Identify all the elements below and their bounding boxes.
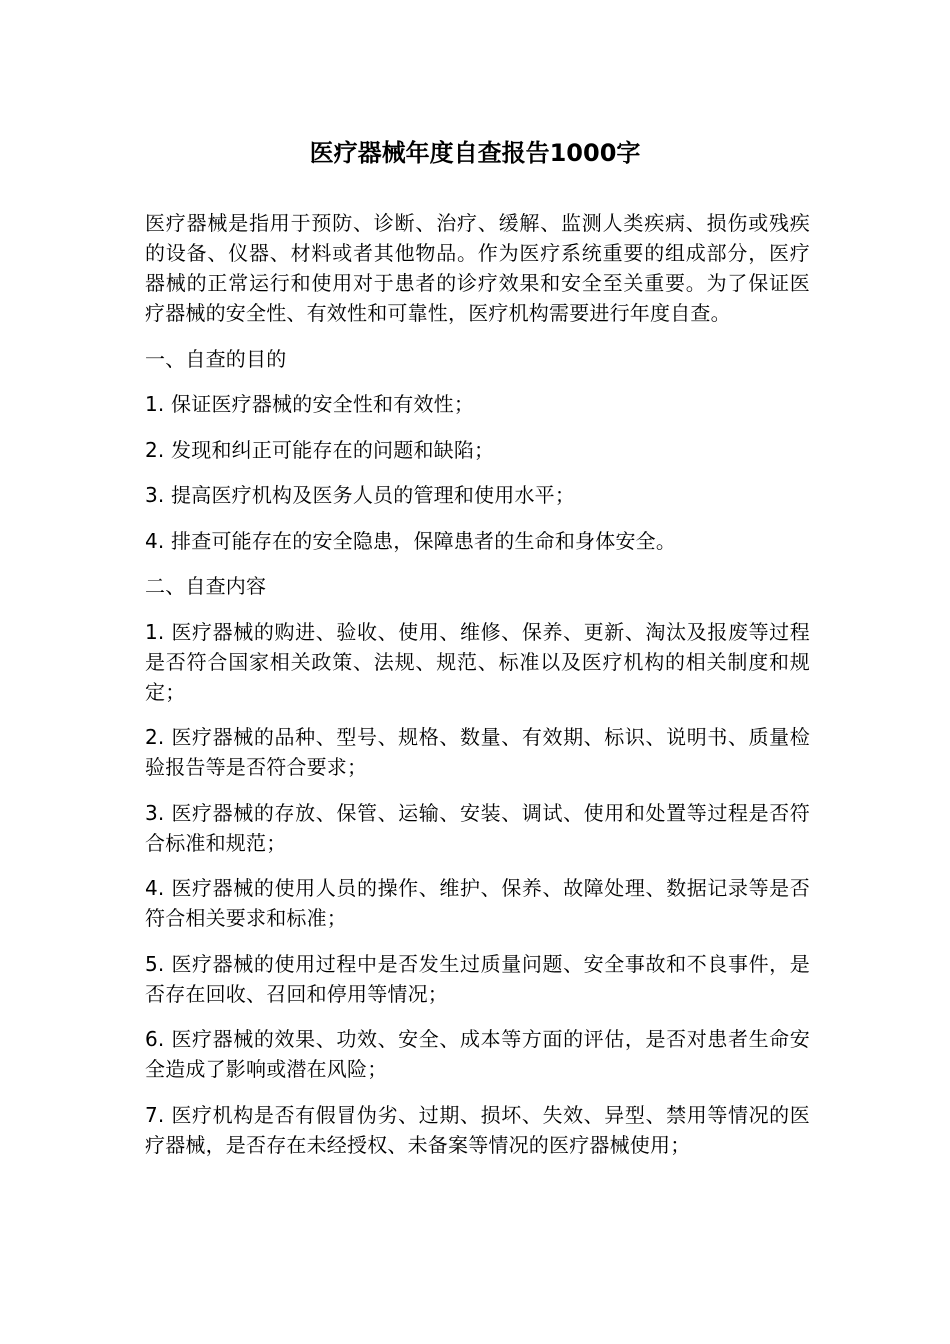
list-item: 4. 排查可能存在的安全隐患，保障患者的生命和身体安全。 xyxy=(145,528,677,553)
document-body xyxy=(145,208,810,1175)
list-item: 2. 发现和纠正可能存在的问题和缺陷； xyxy=(145,437,495,462)
list-item: 1. 保证医疗器械的安全性和有效性； xyxy=(145,392,475,416)
list-item: 4. 医疗器械的使用人员的操作、维护、保养、故障处理、数据记录等是否符合相关要求和标准； xyxy=(145,876,810,930)
section-heading-purpose: 一、自查的目的 xyxy=(145,346,287,371)
list-item: 6. 医疗器械的效果、功效、安全、成本等方面的评估，是否对患者生命安全造成了影响或潜在风险； xyxy=(145,1027,810,1081)
intro-paragraph: 医疗器械是指用于预防、诊断、治疗、缓解、监测人类疾病、损伤或残疾的设备、仪器、材料或者其他物品。作为医疗系统重要的组成部分，医疗器械的正常运行和使用对于患者的诊疗效果和安全至关重要。为了保证医疗器械的安全性、有效性和可靠性，医疗机构需要进行年度自查。 xyxy=(145,211,810,325)
list-item: 2. 医疗器械的品种、型号、规格、数量、有效期、标识、说明书、质量检验报告等是否符合要求； xyxy=(145,725,810,779)
document-title: 医疗器械年度自查报告1000字 xyxy=(309,139,641,167)
list-item: 3. 提高医疗机构及医务人员的管理和使用水平； xyxy=(145,483,576,507)
list-item: 1. 医疗器械的购进、验收、使用、维修、保养、更新、淘汰及报废等过程是否符合国家相关政策、法规、规范、标准以及医疗机构的相关制度和规定； xyxy=(145,619,810,704)
list-item: 7. 医疗机构是否有假冒伪劣、过期、损坏、失效、异型、禁用等情况的医疗器械，是否存在未经授权、未备案等情况的医疗器械使用； xyxy=(145,1102,810,1157)
list-item: 3. 医疗器械的存放、保管、运输、安装、调试、使用和处置等过程是否符合标准和规范； xyxy=(145,800,810,855)
section-heading-content: 二、自查内容 xyxy=(145,574,267,598)
list-item: 5. 医疗器械的使用过程中是否发生过质量问题、安全事故和不良事件，是否存在回收、召回和停用等情况； xyxy=(145,951,810,1006)
